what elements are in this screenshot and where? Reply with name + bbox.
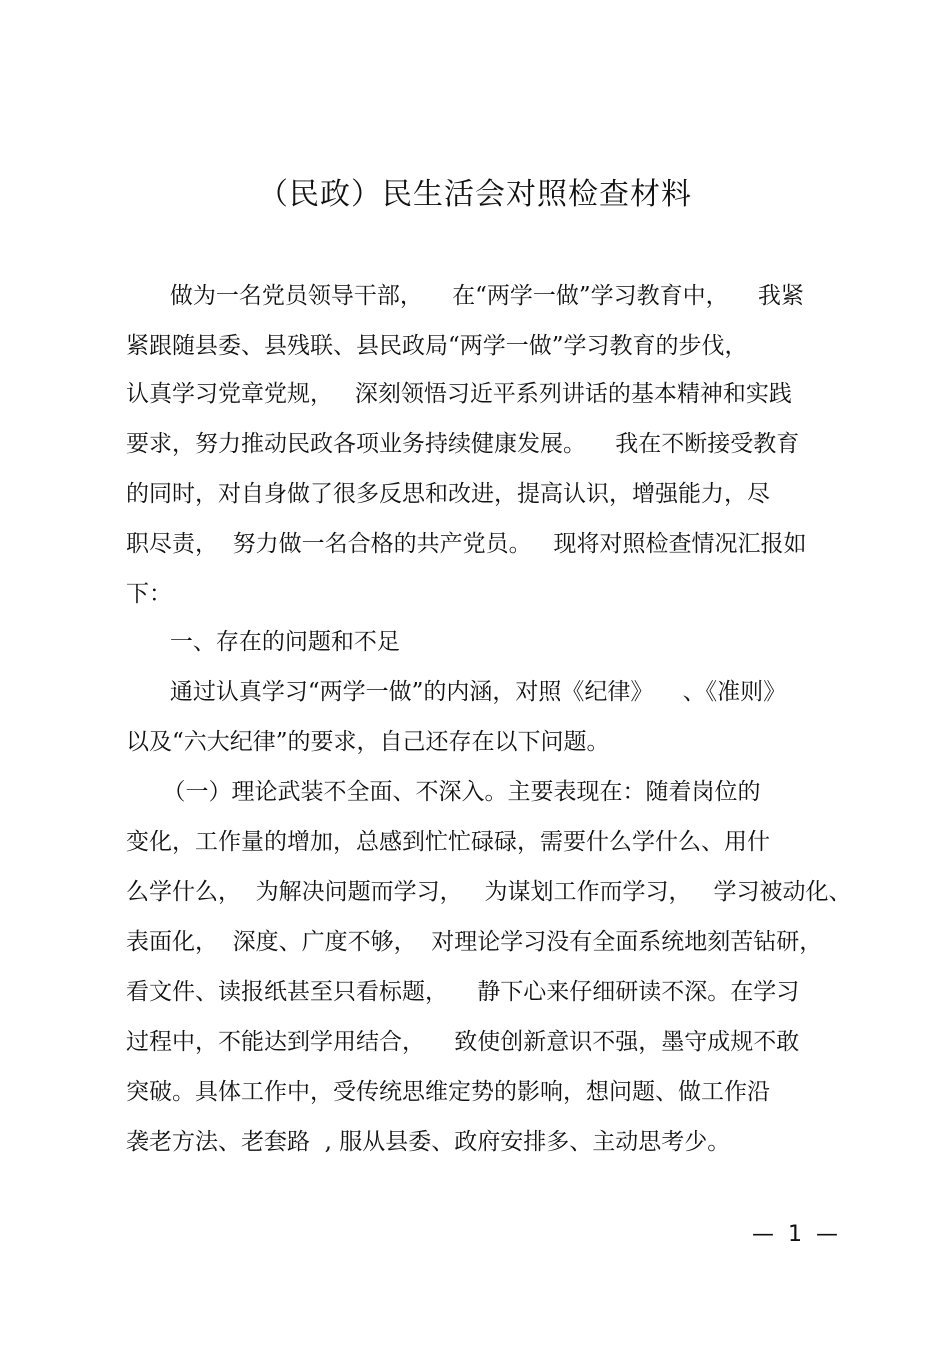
paragraph-line: （一）理论武装不全面、不深入。主要表现在：随着岗位的 — [126, 779, 761, 805]
paragraph-line: 以及“六大纪律”的要求，自己还存在以下问题。 — [126, 729, 610, 755]
page-number: — 1 — — [752, 1222, 838, 1247]
paragraph-line: 紧跟随县委、县残联、县民政局“两学一做”学习教育的步伐， — [126, 333, 748, 359]
paragraph-line: 突破。具体工作中，受传统思维定势的影响，想问题、做工作沿 — [126, 1079, 770, 1105]
section-heading: 一、存在的问题和不足 — [126, 629, 400, 655]
paragraph-line: 职尽责， 努力做一名合格的共产党员。 现将对照检查情况汇报如 — [126, 531, 807, 557]
paragraph-line: 过程中，不能达到学用结合， 致使创新意识不强，墨守成规不敢 — [126, 1029, 800, 1055]
paragraph-line: 下： — [126, 581, 172, 607]
page-title: （民政）民生活会对照检查材料 — [258, 177, 692, 212]
paragraph-line: 的同时，对自身做了很多反思和改进，提高认识，增强能力，尽 — [126, 481, 770, 507]
paragraph-line: 要求，努力推动民政各项业务持续健康发展。 我在不断接受教育 — [126, 431, 800, 457]
paragraph-line: 变化，工作量的增加，总感到忙忙碌碌，需要什么学什么、用什 — [126, 829, 770, 855]
paragraph-line: 袭老方法、老套路 , 服从县委、政府安排多、主动思考少。 — [126, 1129, 731, 1155]
paragraph-line: 认真学习党章党规， 深刻领悟习近平系列讲话的基本精神和实践 — [126, 381, 792, 407]
paragraph-line: 通过认真学习“两学一做”的内涵，对照《纪律》 、《准则》 — [126, 679, 787, 705]
paragraph-line: 看文件、读报纸甚至只看标题， 静下心来仔细研读不深。在学习 — [126, 979, 800, 1005]
paragraph-line: 表面化， 深度、广度不够， 对理论学习没有全面系统地刻苦钻研， — [126, 929, 823, 955]
paragraph-line: 做为一名党员领导干部， 在“两学一做”学习教育中， 我紧 — [126, 283, 804, 309]
paragraph-line: 么学什么， 为解决问题而学习， 为谋划工作而学习， 学习被动化、 — [126, 879, 852, 905]
